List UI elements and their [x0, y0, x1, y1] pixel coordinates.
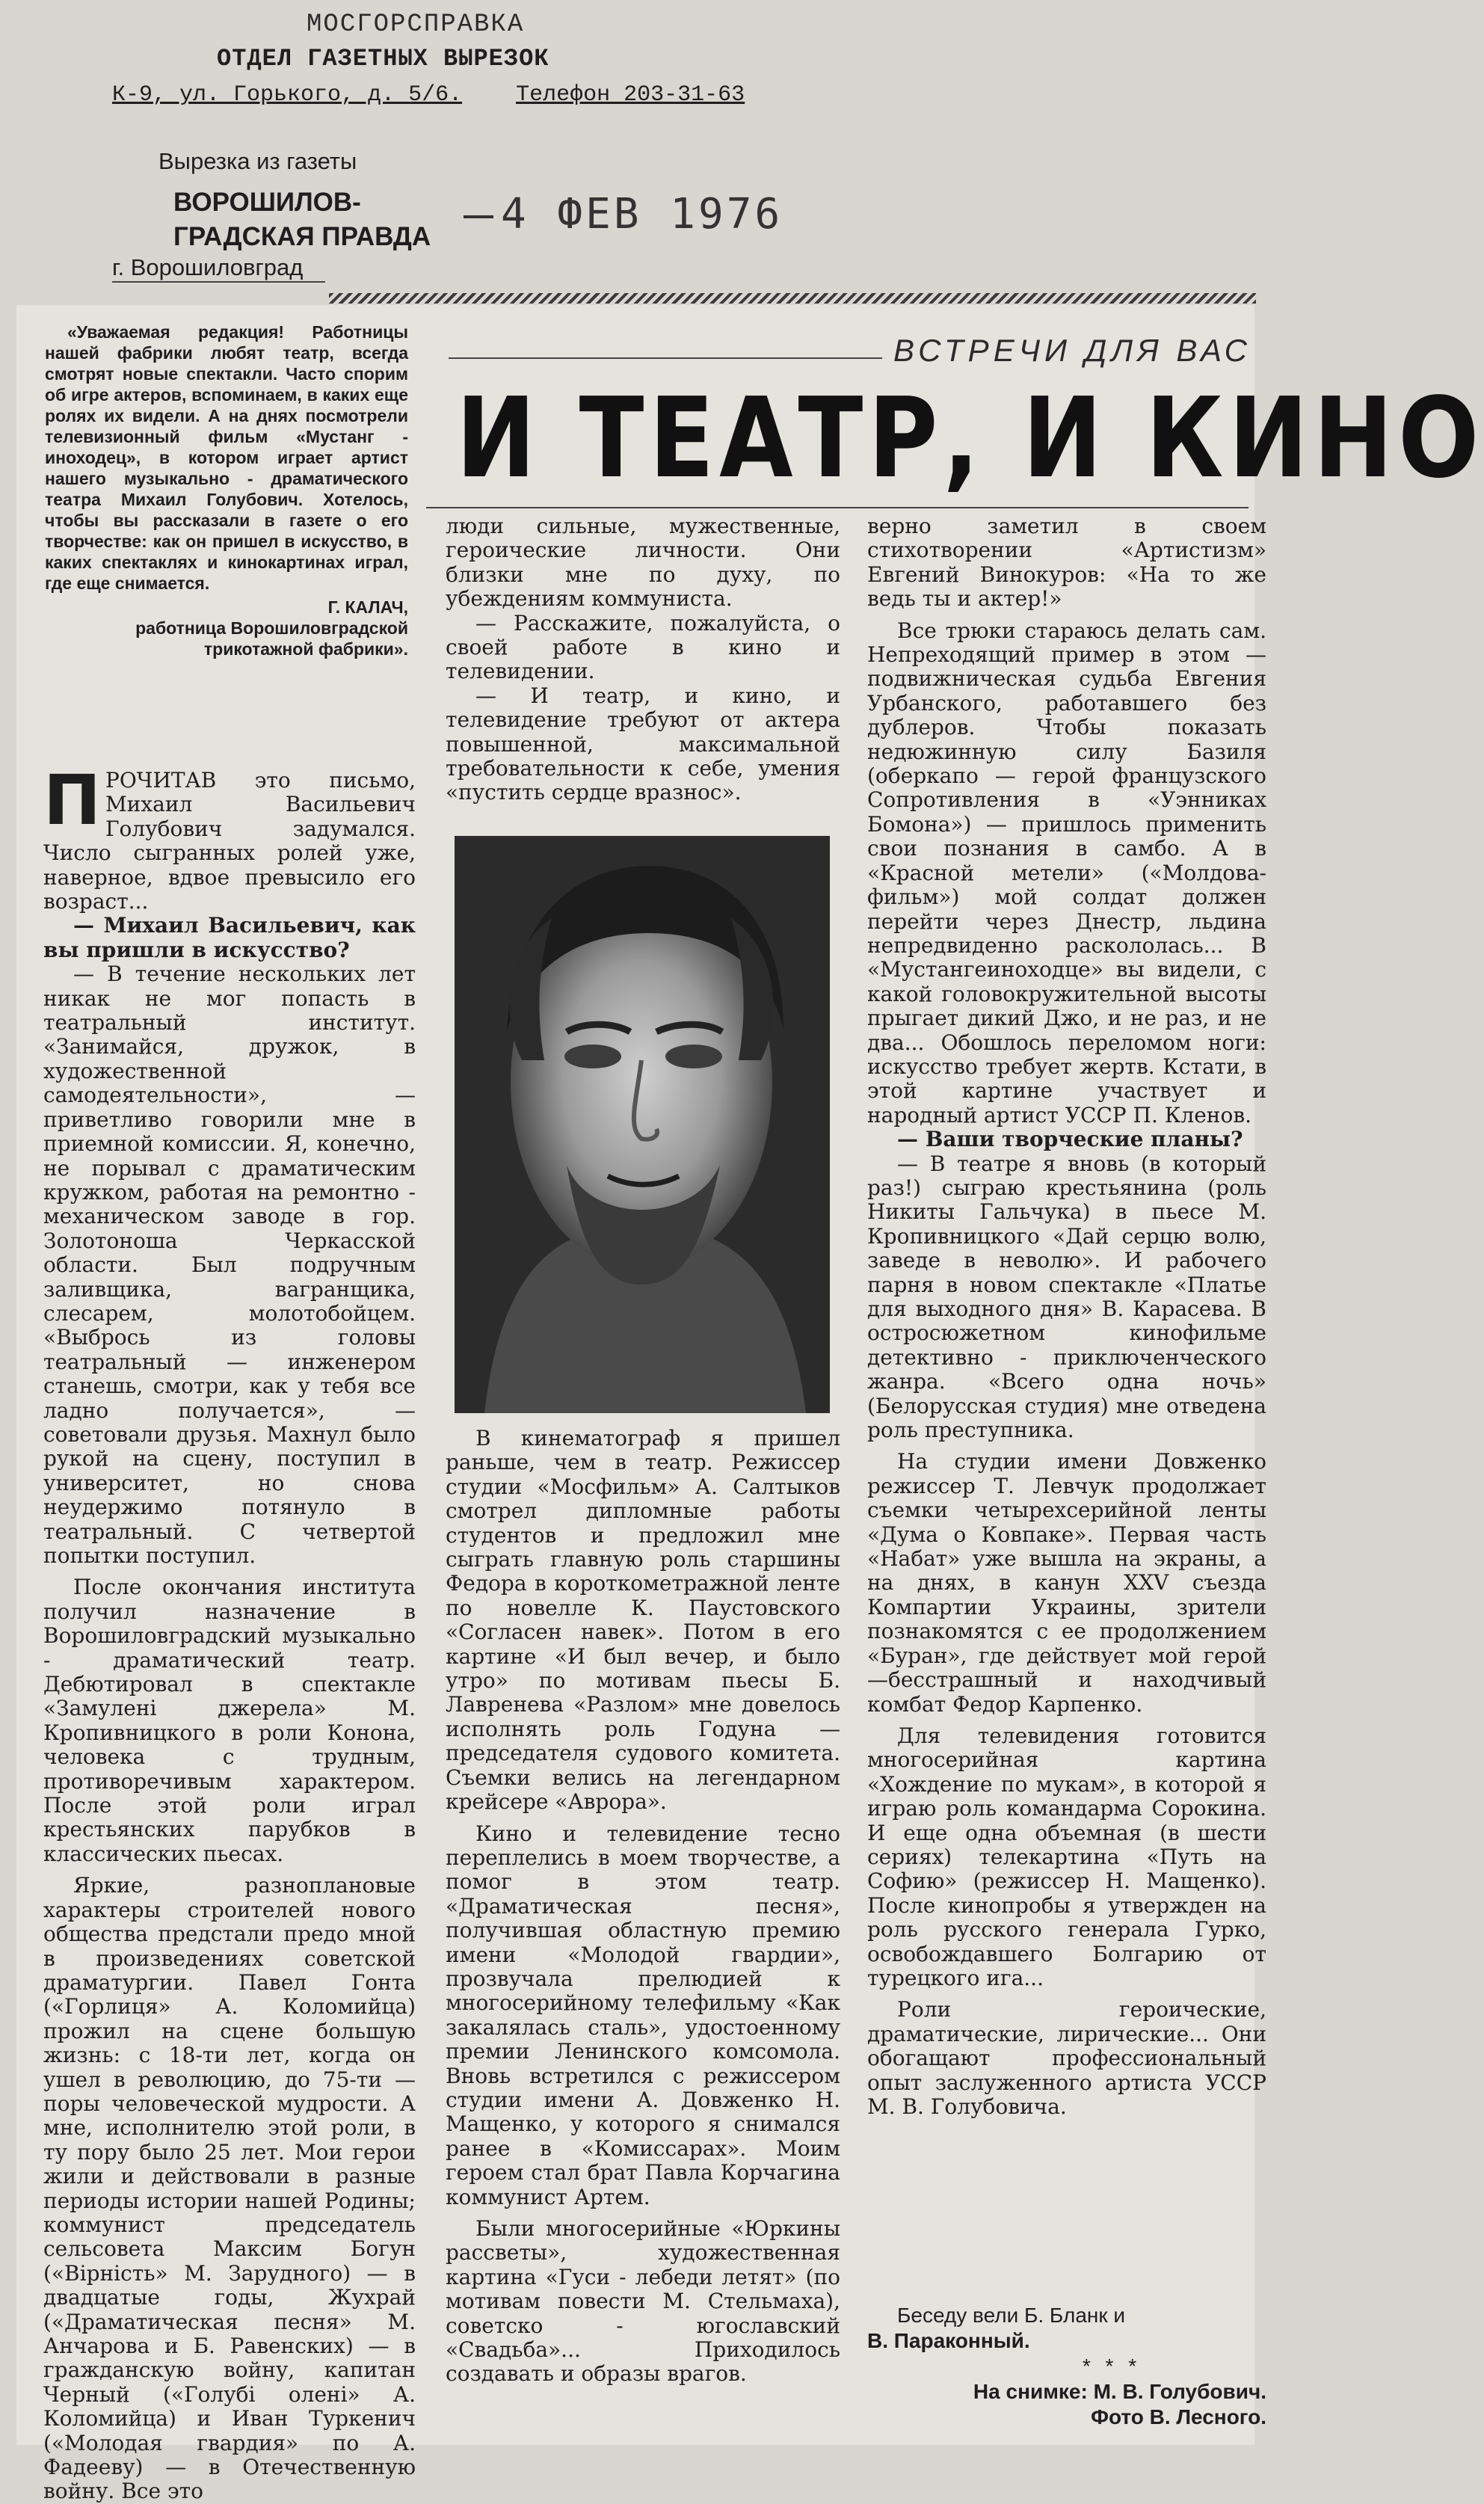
col3-paragraph-1: Все трюки стараюсь делать сам. Непреходящий пример в этом — подвижническая судьба Евгения Урбанского, работавшего без дублеров. Чтобы показать недюжинную силу Базиля (оберкапо — герой французского Сопротивления в «Уэнниках Бомона») — пришлось применить свои познания в самбо. А в «Красной метели» («Молдова-фильм») мой солдат должен перейти через Днестр, льдина непредвиденно раскололась... В «Мустангеиноходце» вы видели, с какой головокружительной высоты прыгает дикий Джо, и не раз, и не два... Обошлось переломом ноги: искусство требует жертв. Кстати, в этой картине участвует и народный артист УССР П. Кленов.: [867, 618, 1266, 1128]
question-3: — Ваши творческие планы?: [897, 1127, 1243, 1152]
headline-rule: [426, 507, 1249, 508]
newspaper-name: [173, 185, 431, 254]
letter-text: «Уважаемая редакция! Работницы нашей фабрики любят театр, всегда смотрят новые спектакли. Часто спорим об игре актеров, вспоминаем, в каких еще ролях их видели. А на днях посмотрели телевизионный фильм «Мустанг - иноходец», в котором играет артист нашего музыкально - драматического театра Михаил Голубович. Хотелось, чтобы вы рассказали в газете о его творчестве: как он пришел в искусство, в каких спектаклях и кинокартинах играл, где еще снимается.: [45, 322, 408, 593]
reader-letter: [45, 322, 408, 659]
col2-paragraph-4: Были многосерийные «Юркины рассветы», художественная картина «Гуси - лебеди летят» (по мотивам повести М. Стельмаха), советско - югославский «Свадьба»... Приходилось создавать и образы врагов.: [446, 2216, 840, 2387]
col2-top-text: люди сильные, мужественные, героические личности. Они близки мне по духу, по убеждениям коммуниста.: [446, 514, 840, 612]
rubric-title: ВСТРЕЧИ ДЛЯ ВАС: [893, 333, 1251, 368]
col3-top-text: верно заметил в своем стихотворении «Артистизм» Евгений Винокуров: «На то же ведь ты и актер!»: [867, 514, 1266, 612]
article-headline: И ТЕАТР, И КИНО: [456, 374, 1484, 502]
col3-paragraph-2: — В театре я вновь (в который раз!) сыграю крестьянина (роль Никиты Гальчука) в пьесе М. Кропивницкого «Дай серцю волю, заведе в неволю». И рабочего парня в новом спектакле «Платье для выходного дня» В. Карасева. В остросюжетном кинофильме детективно - приключенческого жанра. «Всего одна ночь» (Белорусская студия) мне отведена роль преступника.: [867, 1151, 1266, 1443]
col3-paragraph-5: Роли героические, драматические, лирические... Они обогащают профессиональный опыт заслуженного артиста УССР М. В. Голубовича.: [867, 1997, 1266, 2119]
article-credits: [867, 2303, 1266, 2430]
newspaper-city: г. Ворошиловград: [112, 254, 325, 283]
newspaper-name-line2: ГРАДСКАЯ ПРАВДА: [173, 222, 431, 251]
photo-credit: Фото В. Лесного.: [1091, 2405, 1266, 2428]
col1-paragraph-3: Яркие, разноплановые характеры строителей нового общества предстали предо мной в произведениях советской драматургии. Павел Гонта («Горлиця» А. Коломийца) прожил на сцене большую жизнь: с 18-ти лет, когда он ушел в революцию, до 75-ти — поры человеческой мудрости. А мне, исполнителю этой роли, в ту пору было 25 лет. Мои герои жили и действовали в разные периоды истории нашей Родины; коммунист председатель сельсовета Максим Богун («Вірність» М. Зарудного) — в двадцатые годы, Жухрай («Драматическая песня» М. Анчарова и Б. Равенских) — в гражданскую войну, капитан Черный («Голубі олені» А. Коломийца) и Иван Туркенич («Молодая гвардия» по А. Фадееву) — в Отечественную войну. Все это: [43, 1873, 416, 2504]
article-column-3: [867, 514, 1266, 2119]
col1-paragraph-1: — В течение нескольких лет никак не мог попасть в театральный институт. «Занимайся, дружок, в художественной самодеятельности», — приветливо говорили мне в приемной комиссии. Я, конечно, не порывал с драматическим кружком, работая на ремонтно - механическом заводе в гор. Золотоноша Черкасской области. Был подручным заливщика, вагранщика, слесарем, молотобойцем. «Выбрось из головы театральный — инженером станешь, смотри, как у тебя все ладно получается», — советовали друзья. Махнул было рукой на сцену, поступил в университет, но снова неудержимо потянуло в театральный. С четвертой попытки поступил.: [43, 962, 416, 1568]
question-2: — Расскажите, пожалуйста, о своей работе в кино и телевидении.: [446, 610, 840, 684]
col2-paragraph-2: В кинематограф я пришел раньше, чем в театр. Режиссер студии «Мосфильм» А. Салтыков смотрел дипломные работы студентов и предложил мне сыграть главную роль старшины Федора в короткометражной ленте по новелле К. Паустовского «Согласен навек». Потом в его картине «И был вечер, и было утро» по мотивам пьесы Б. Лавренева «Разлом» мне довелось исполнять роль Годуна — председателя судового комитета. Съемки велись на легендарном крейсере «Аврора».: [446, 1426, 840, 1815]
stamp-agency: МОСГОРСПРАВКА: [307, 10, 525, 39]
hatched-divider: [329, 293, 1256, 304]
col2-paragraph-3: Кино и телевидение тесно переплелись в моем творчестве, а помог в этом театр. «Драматическая песня», получившая областную премию имени «Молодой гвардии», прозвучала прелюдией к многосерийному телефильму «Как закалялась сталь», удостоенному премии Ленинского комсомола. Вновь встретился с режиссером студии имени А. Довженко Н. Мащенко, у которого я снимался ранее в «Комиссарах». Моим героем стал брат Павла Корчагина коммунист Артем.: [446, 1821, 840, 2209]
article-intro-text: РОЧИТАВ это письмо, Михаил Васильевич Голубович задумался. Число сыгранных ролей уже, наверное, вдвое превысило его возраст...: [43, 768, 416, 914]
newspaper-name-line1: ВОРОШИЛОВ-: [173, 188, 361, 217]
clipping-date: [464, 190, 783, 239]
interview-credit-line2: В. Параконный.: [867, 2329, 1030, 2352]
article-column-1: [43, 760, 416, 2504]
question-1: — Михаил Васильевич, как вы пришли в искусство?: [43, 913, 416, 962]
rubric-rule: [449, 357, 882, 359]
clipping-source-label: Вырезка из газеты: [158, 148, 357, 174]
dropcap: П: [43, 760, 101, 840]
col3-paragraph-4: Для телевидения готовится многосерийная картина «Хождение по мукам», в которой я играю роль командарма Сорокина. И еще одна объемная (в шести сериях) телекартина «Путь на Софию» (режиссер Н. Мащенко). После кинопробы я утвержден на роль русского генерала Гурко, освобождавшего Болгарию от турецкого ига...: [867, 1723, 1266, 1990]
article-column-2-top: [446, 514, 840, 805]
separator-stars: * * *: [1082, 2354, 1142, 2378]
interview-credit-line1: Беседу вели Б. Бланк и: [897, 2304, 1126, 2327]
letter-signature: Г. КАЛАЧ,: [327, 597, 408, 617]
letter-signature-role: работница Ворошиловградской трикотажной фабрики».: [135, 618, 408, 659]
stamp-phone: Телефон 203-31-63: [516, 82, 745, 108]
photo-caption: На снимке: М. В. Голубович.: [973, 2380, 1266, 2403]
col1-paragraph-2: После окончания института получил назначение в Ворошиловградский музыкально - драматический театр. Дебютировал в спектакле «Замулені джерела» М. Кропивницкого в роли Конона, человека с трудным, противоречивым характером. После этой роли играл крестьянских парубков в классических пьесах.: [43, 1575, 416, 1866]
col2-paragraph-1: — И театр, и кино, и телевидение требуют от актера повышенной, максимальной требовательности к себе, умения «пустить сердце вразнос».: [446, 683, 840, 805]
stamp-department: ОТДЕЛ ГАЗЕТНЫХ ВЫРЕЗОК: [217, 45, 549, 73]
article-column-2-bottom: [446, 1427, 840, 2387]
interview-credit: [867, 2303, 1266, 2328]
clipping-date-value: 4 ФЕВ 1976: [501, 190, 783, 239]
stamp-contacts: [112, 82, 745, 108]
stamp-address: К-9, ул. Горького, д. 5/6.: [112, 82, 463, 108]
portrait-photo-image: [455, 836, 830, 1413]
portrait-photo: [455, 836, 830, 1413]
col3-paragraph-3: На студии имени Довженко режиссер Т. Левчук продолжает съемки четырехсерийной ленты «Дума о Ковпаке». Первая часть «Набат» уже вышла на экраны, а на днях, в канун XXV съезда Компартии Украины, зрители познакомятся с ее продолжением «Буран», где действует мой герой—бесстрашный и находчивый комбат Федор Карпенко.: [867, 1449, 1266, 1717]
article-intro: [43, 760, 416, 914]
